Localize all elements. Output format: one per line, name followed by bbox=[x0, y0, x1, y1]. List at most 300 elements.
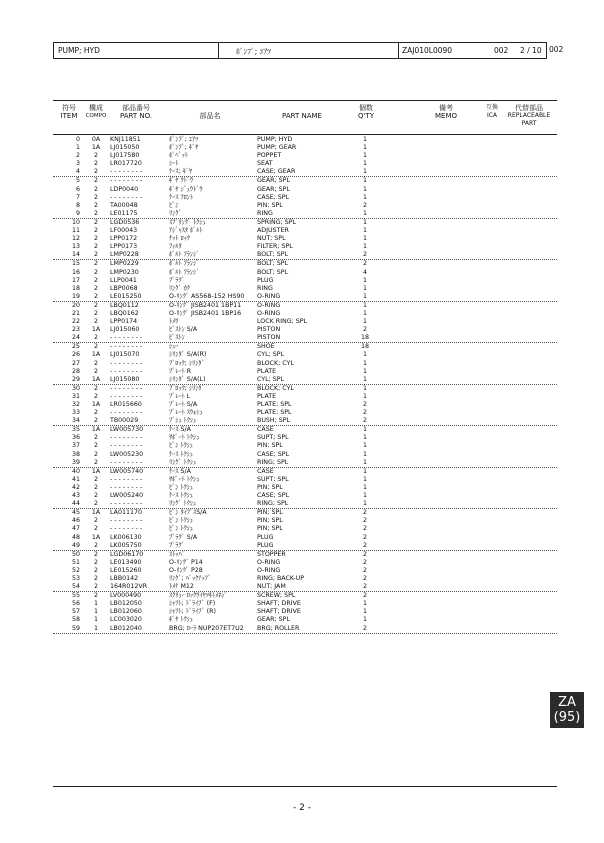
col-item-jp: 符号 bbox=[62, 104, 76, 112]
cell-qty: 1 bbox=[362, 276, 367, 284]
cell-part: TA00048 bbox=[110, 201, 138, 209]
cell-comp: 2 bbox=[93, 152, 98, 160]
cell-part: LK005750 bbox=[110, 541, 142, 549]
col-desc-header: PART NAME bbox=[282, 112, 322, 120]
cell-name: ｷﾞﾔ ｸﾄﾞｳ bbox=[169, 177, 194, 185]
cell-desc: SHOE bbox=[257, 343, 275, 351]
table-row bbox=[53, 442, 557, 450]
cell-comp: 1A bbox=[91, 426, 101, 434]
cell-name: ｼｬﾌﾄ; ﾄﾞﾗｲﾌﾞ (R) bbox=[169, 608, 216, 616]
cell-qty: 1 bbox=[362, 218, 367, 226]
cell-part: LGD06170 bbox=[110, 550, 144, 558]
cell-desc: RING; SPL bbox=[257, 458, 289, 466]
cell-desc: SUPT; SPL bbox=[257, 434, 289, 442]
cell-name: ｹｰｽ; ｷﾞﾔ bbox=[169, 168, 193, 176]
cell-qty: 18 bbox=[360, 334, 369, 342]
cell-part: - - - - - - - - bbox=[110, 359, 143, 367]
cell-desc: PIN; SPL bbox=[257, 525, 283, 533]
table-row bbox=[53, 559, 557, 567]
cell-desc: CASE; SPL bbox=[257, 193, 290, 201]
cell-part: - - - - - - - - bbox=[110, 475, 143, 483]
table-row bbox=[53, 227, 557, 235]
table-row bbox=[53, 451, 557, 459]
cell-name: ﾎﾞﾙﾄ ﾌﾗﾝｼﾞ bbox=[169, 260, 200, 268]
cell-qty: 2 bbox=[362, 566, 367, 574]
cell-comp: 2 bbox=[93, 209, 98, 217]
cell-qty: 2 bbox=[362, 326, 367, 334]
cell-name: ﾌﾟﾚｰﾄ S/A bbox=[169, 401, 198, 408]
header-page: 2 / 10 bbox=[520, 46, 542, 55]
cell-name: ﾌﾟﾗｸﾞ bbox=[169, 276, 185, 284]
cell-part: LJ017580 bbox=[110, 152, 140, 160]
cell-name: ﾌﾞﾛｯｸ; ｼﾘﾝﾀﾞ bbox=[169, 359, 205, 367]
cell-desc: RING bbox=[257, 284, 273, 292]
cell-item: 3 bbox=[75, 160, 80, 168]
table-row bbox=[53, 293, 557, 302]
cell-item: 46 bbox=[71, 517, 80, 525]
col-qty-jp: 個数 bbox=[359, 104, 373, 112]
cell-comp: 2 bbox=[93, 218, 98, 226]
cell-name: ﾋﾟﾝ ﾀｲﾌﾟｽS/A bbox=[169, 509, 207, 517]
cell-qty: 2 bbox=[362, 509, 367, 517]
table-row bbox=[53, 551, 557, 559]
cell-qty: 1 bbox=[362, 492, 367, 500]
cell-name: ﾋﾟﾝ ﾄｸｼｭ bbox=[169, 525, 194, 533]
cell-qty: 2 bbox=[362, 251, 367, 259]
cell-desc: BOLT; SPL bbox=[257, 251, 289, 259]
table-row bbox=[53, 144, 557, 152]
cell-part: LW005230 bbox=[110, 450, 144, 458]
cell-item: 58 bbox=[71, 616, 80, 624]
cell-item: 59 bbox=[71, 624, 80, 632]
cell-name: BRG; ﾛｰﾗ NUP207ET7U2 bbox=[169, 624, 244, 632]
table-row bbox=[53, 277, 557, 285]
cell-part: LW005740 bbox=[110, 467, 144, 475]
cell-desc: CASE; GEAR bbox=[257, 168, 296, 176]
table-row bbox=[53, 326, 557, 334]
cell-desc: POPPET bbox=[257, 152, 282, 160]
col-repl-header bbox=[502, 104, 556, 128]
cell-comp: 2 bbox=[93, 434, 98, 442]
table-row bbox=[53, 600, 557, 608]
cell-item: 40 bbox=[71, 467, 80, 475]
cell-desc: GEAR; SPL bbox=[257, 185, 290, 193]
col-repl-en1: REPLACEABLE bbox=[507, 112, 551, 119]
cell-part: LMP0228 bbox=[110, 251, 139, 259]
cell-desc: SUPT; SPL bbox=[257, 475, 289, 483]
cell-part: LV000490 bbox=[110, 592, 142, 600]
cell-name: O-ﾘﾝｸﾞ P14 bbox=[169, 558, 203, 566]
cell-item: 48 bbox=[71, 533, 80, 541]
cell-name: ﾋﾟﾝ ﾄｸｼｭ bbox=[169, 517, 194, 525]
cell-item: 25 bbox=[71, 343, 80, 351]
header-sub: 002 bbox=[494, 46, 509, 55]
cell-comp: 2 bbox=[93, 185, 98, 193]
cell-part: - - - - - - - - bbox=[110, 517, 143, 525]
cell-desc: BOLT; SPL bbox=[257, 260, 289, 268]
cell-item: 39 bbox=[71, 458, 80, 466]
table-row bbox=[53, 575, 557, 583]
cell-desc: O-RING bbox=[257, 292, 281, 300]
col-repl-en2: PART bbox=[521, 120, 537, 127]
cell-item: 41 bbox=[71, 475, 80, 483]
cell-comp: 2 bbox=[93, 450, 98, 458]
cell-part: LJ015050 bbox=[110, 144, 140, 152]
cell-item: 57 bbox=[71, 608, 80, 616]
cell-name: ｼｬﾌﾄ; ﾄﾞﾗｲﾌﾞ (F) bbox=[169, 600, 216, 608]
cell-part: LJ015060 bbox=[110, 326, 140, 334]
cell-desc: BRG; ROLLER bbox=[257, 624, 300, 632]
cell-part: LE015250 bbox=[110, 292, 142, 300]
cell-desc: O-RING bbox=[257, 566, 281, 574]
cell-desc: GEAR; SPL bbox=[257, 616, 290, 624]
cell-part: - - - - - - - - bbox=[110, 334, 143, 342]
cell-desc: PLATE; SPL bbox=[257, 401, 292, 408]
cell-part: LF00043 bbox=[110, 227, 138, 235]
cell-desc: ADJUSTER bbox=[257, 227, 289, 235]
cell-item: 8 bbox=[75, 201, 80, 209]
cell-part: LJ015080 bbox=[110, 375, 140, 383]
table-row bbox=[53, 608, 557, 616]
cell-item: 56 bbox=[71, 600, 80, 608]
cell-qty: 1 bbox=[362, 351, 367, 359]
table-row bbox=[53, 476, 557, 484]
cell-part: LBB0142 bbox=[110, 574, 139, 582]
cell-item: 26 bbox=[71, 351, 80, 359]
cell-item: 5 bbox=[75, 177, 80, 185]
cell-item: 16 bbox=[71, 268, 80, 276]
cell-name: ｼﾘﾝﾀﾞ S/A(L) bbox=[169, 375, 206, 383]
cell-comp: 2 bbox=[93, 160, 98, 168]
cell-name: O-ﾘﾝｸﾞ JISB2401 1BP11 bbox=[169, 301, 242, 309]
cell-name: ﾎﾞﾙﾄ ﾌﾗﾝｼﾞ bbox=[169, 268, 200, 276]
cell-item: 11 bbox=[71, 227, 80, 235]
cell-comp: 2 bbox=[93, 500, 98, 508]
cell-qty: 2 bbox=[362, 558, 367, 566]
table-row bbox=[53, 368, 557, 376]
cell-item: 1 bbox=[75, 144, 80, 152]
cell-part: LPP0173 bbox=[110, 243, 138, 251]
cell-desc: BOLT; SPL bbox=[257, 268, 289, 276]
cell-qty: 1 bbox=[362, 458, 367, 466]
cell-qty: 1 bbox=[362, 600, 367, 608]
col-item-en: ITEM bbox=[60, 112, 78, 120]
cell-item: 38 bbox=[71, 450, 80, 458]
cell-name: ｽﾄｯﾊﾟ bbox=[169, 550, 185, 558]
table-header-rule bbox=[53, 134, 557, 135]
col-item-header bbox=[56, 104, 82, 120]
cell-comp: 1A bbox=[91, 144, 101, 152]
cell-qty: 1 bbox=[362, 168, 367, 176]
cell-part: LGD0536 bbox=[110, 218, 140, 226]
cell-part: LB012050 bbox=[110, 600, 142, 608]
cell-desc: PISTON bbox=[257, 334, 281, 342]
cell-comp: 2 bbox=[93, 193, 98, 201]
table-row bbox=[53, 625, 557, 634]
cell-item: 42 bbox=[71, 483, 80, 491]
col-ica-header bbox=[484, 104, 500, 120]
cell-name: ﾌﾟﾚｰﾄ R bbox=[169, 367, 192, 375]
cell-qty: 1 bbox=[362, 227, 367, 235]
cell-qty: 1 bbox=[362, 318, 367, 326]
table-row bbox=[53, 186, 557, 194]
cell-comp: 2 bbox=[93, 243, 98, 251]
cell-comp: 1 bbox=[93, 616, 98, 624]
cell-qty: 2 bbox=[362, 517, 367, 525]
cell-comp: 2 bbox=[93, 574, 98, 582]
cell-part: - - - - - - - - bbox=[110, 409, 143, 417]
cell-desc: PISTON bbox=[257, 326, 281, 334]
table-row bbox=[53, 385, 557, 393]
cell-item: 10 bbox=[71, 218, 80, 226]
table-row bbox=[53, 426, 557, 434]
cell-part: LE01175 bbox=[110, 209, 138, 217]
cell-name: ｹｰｽ S/A bbox=[169, 426, 191, 434]
cell-desc: O-RING bbox=[257, 558, 281, 566]
table-row bbox=[53, 583, 557, 592]
cell-comp: 2 bbox=[93, 442, 98, 450]
cell-part: - - - - - - - - bbox=[110, 434, 143, 442]
cell-item: 34 bbox=[71, 417, 80, 425]
cell-name: ﾘﾝｸﾞ ﾄｸｼｭ bbox=[169, 500, 197, 508]
cell-part: LPP0172 bbox=[110, 235, 138, 243]
section-tab-code: ZA bbox=[558, 695, 576, 710]
cell-desc: BUSH; SPL bbox=[257, 417, 291, 425]
cell-part: - - - - - - - - bbox=[110, 442, 143, 450]
table-row bbox=[53, 468, 557, 476]
cell-item: 18 bbox=[71, 284, 80, 292]
cell-qty: 1 bbox=[362, 483, 367, 491]
cell-comp: 2 bbox=[93, 168, 98, 176]
cell-qty: 2 bbox=[362, 592, 367, 600]
table-row bbox=[53, 136, 557, 144]
cell-item: 45 bbox=[71, 509, 80, 517]
cell-comp: 2 bbox=[93, 260, 98, 268]
cell-desc: SHAFT; DRIVE bbox=[257, 608, 301, 616]
cell-item: 15 bbox=[71, 260, 80, 268]
cell-comp: 2 bbox=[93, 550, 98, 558]
cell-comp: 2 bbox=[93, 458, 98, 466]
cell-qty: 2 bbox=[362, 417, 367, 425]
cell-qty: 1 bbox=[362, 442, 367, 450]
col-memo-en: MEMO bbox=[434, 112, 457, 120]
cell-name: ｱｼﾞｬｽﾀ ﾎﾞﾙﾄ bbox=[169, 227, 203, 235]
cell-comp: 2 bbox=[93, 301, 98, 309]
cell-name: O-ﾘﾝｸﾞ P28 bbox=[169, 566, 203, 574]
table-row bbox=[53, 401, 557, 409]
header-divider bbox=[218, 43, 219, 58]
table-row bbox=[53, 409, 557, 417]
cell-desc: LOCK RING; SPL bbox=[257, 318, 308, 326]
cell-name: ﾎﾟﾝﾌﾟ; ｷﾞﾔ bbox=[169, 144, 199, 152]
cell-part: LBQ0112 bbox=[110, 301, 139, 309]
cell-qty: 1 bbox=[362, 367, 367, 375]
cell-name: ｼﾘﾝﾀﾞ S/A(R) bbox=[169, 351, 207, 359]
col-name-header: 部品名 bbox=[199, 112, 221, 120]
cell-desc: O-RING bbox=[257, 309, 281, 317]
cell-comp: 1A bbox=[91, 533, 101, 541]
table-row bbox=[53, 152, 557, 160]
cell-qty: 1 bbox=[362, 152, 367, 160]
cell-qty: 1 bbox=[362, 193, 367, 201]
table-row bbox=[53, 310, 557, 318]
cell-name: ﾌﾟﾗｸﾞ bbox=[169, 541, 185, 549]
cell-item: 35 bbox=[71, 426, 80, 434]
cell-desc: CASE bbox=[257, 467, 274, 475]
table-row bbox=[53, 202, 557, 210]
cell-part: - - - - - - - - bbox=[110, 500, 143, 508]
cell-name: ﾎﾞﾙﾄ ﾌﾗﾝｼﾞ bbox=[169, 251, 200, 259]
cell-comp: 2 bbox=[93, 309, 98, 317]
cell-item: 29 bbox=[71, 375, 80, 383]
cell-part: TB00029 bbox=[110, 417, 139, 425]
cell-name: ﾘﾝｸﾞ ﾄｸｼｭ bbox=[169, 458, 197, 466]
cell-qty: 2 bbox=[362, 541, 367, 549]
cell-item: 43 bbox=[71, 492, 80, 500]
cell-comp: 2 bbox=[93, 227, 98, 235]
cell-part: LMP0230 bbox=[110, 268, 139, 276]
cell-name: ﾋﾟﾝ ﾄｸｼｭ bbox=[169, 442, 194, 450]
cell-comp: 2 bbox=[93, 284, 98, 292]
table-bottom-rule bbox=[53, 786, 557, 787]
table-row bbox=[53, 542, 557, 551]
cell-desc: CYL; SPL bbox=[257, 375, 285, 383]
cell-part: LJ015070 bbox=[110, 351, 140, 359]
cell-desc: CYL; SPL bbox=[257, 351, 285, 359]
header-model-kana: ﾎﾟﾝﾌﾟ; ﾕｱﾂ bbox=[236, 47, 271, 56]
cell-qty: 1 bbox=[362, 284, 367, 292]
cell-comp: 2 bbox=[93, 392, 98, 400]
cell-name: ｹｰｽ ﾄｸｼｭ bbox=[169, 450, 194, 458]
cell-name: ﾎﾟﾝﾌﾟ; ﾕｱﾂ bbox=[169, 136, 199, 143]
cell-item: 20 bbox=[71, 301, 80, 309]
cell-name: ﾄﾒﾅ M12 bbox=[169, 583, 194, 591]
cell-name: ｼｭｰ bbox=[169, 343, 179, 351]
cell-qty: 1 bbox=[362, 500, 367, 508]
cell-name: ﾌｨﾙﾀ bbox=[169, 243, 182, 251]
table-row bbox=[53, 492, 557, 500]
cell-qty: 2 bbox=[362, 409, 367, 417]
cell-item: 4 bbox=[75, 168, 80, 176]
cell-desc: CASE bbox=[257, 426, 274, 434]
cell-comp: 2 bbox=[93, 384, 98, 392]
table-row bbox=[53, 534, 557, 542]
cell-name: ｹｰｽ ﾄｸｼｭ bbox=[169, 492, 194, 500]
cell-item: 54 bbox=[71, 583, 80, 591]
cell-part: LB012060 bbox=[110, 608, 142, 616]
cell-comp: 2 bbox=[93, 292, 98, 300]
table-row bbox=[53, 393, 557, 401]
table-row bbox=[53, 484, 557, 492]
cell-comp: 2 bbox=[93, 566, 98, 574]
cell-item: 22 bbox=[71, 318, 80, 326]
cell-qty: 1 bbox=[362, 608, 367, 616]
table-row bbox=[53, 318, 557, 326]
cell-comp: 2 bbox=[93, 276, 98, 284]
cell-part: LR015660 bbox=[110, 401, 142, 408]
cell-comp: 2 bbox=[93, 268, 98, 276]
cell-item: 13 bbox=[71, 243, 80, 251]
cell-desc: GEAR; SPL bbox=[257, 177, 290, 185]
cell-desc: FILTER; SPL bbox=[257, 243, 293, 251]
cell-part: - - - - - - - - bbox=[110, 392, 143, 400]
cell-name: ｷﾞﾔ ｼﾞｭｳﾄﾞｳ bbox=[169, 185, 203, 193]
cell-desc: PIN; SPL bbox=[257, 483, 283, 491]
cell-item: 0 bbox=[75, 136, 80, 143]
table-row bbox=[53, 459, 557, 468]
table-row bbox=[53, 235, 557, 243]
cell-item: 50 bbox=[71, 550, 80, 558]
page-number: - 2 - bbox=[293, 803, 311, 813]
cell-part: LMP0229 bbox=[110, 260, 139, 268]
cell-comp: 2 bbox=[93, 492, 98, 500]
cell-comp: 2 bbox=[93, 367, 98, 375]
cell-part: LR017720 bbox=[110, 160, 142, 168]
cell-qty: 1 bbox=[362, 235, 367, 243]
cell-desc: PIN; SPL bbox=[257, 509, 283, 517]
cell-part: - - - - - - - - bbox=[110, 343, 143, 351]
table-row bbox=[53, 376, 557, 385]
cell-part: 164R012VR bbox=[110, 583, 148, 591]
cell-comp: 1A bbox=[91, 467, 101, 475]
cell-comp: 2 bbox=[93, 409, 98, 417]
cell-part: LE015260 bbox=[110, 566, 142, 574]
table-row bbox=[53, 260, 557, 268]
cell-comp: 2 bbox=[93, 201, 98, 209]
cell-comp: 1A bbox=[91, 509, 101, 517]
cell-comp: 2 bbox=[93, 251, 98, 259]
cell-desc: O-RING bbox=[257, 301, 281, 309]
cell-qty: 2 bbox=[362, 401, 367, 408]
table-row bbox=[53, 243, 557, 251]
cell-item: 32 bbox=[71, 401, 80, 408]
table-row bbox=[53, 351, 557, 359]
table-row bbox=[53, 269, 557, 277]
cell-name: ﾌﾟﾚｰﾄ ｽｳｫｼｭ bbox=[169, 409, 203, 417]
cell-part: - - - - - - - - bbox=[110, 367, 143, 375]
table-row bbox=[53, 592, 557, 600]
cell-part: - - - - - - - - bbox=[110, 177, 143, 185]
col-comp-en: COMPO bbox=[85, 113, 107, 119]
cell-name: ﾋﾟﾝ bbox=[169, 201, 179, 209]
cell-qty: 1 bbox=[362, 243, 367, 251]
cell-item: 12 bbox=[71, 235, 80, 243]
cell-item: 7 bbox=[75, 193, 80, 201]
cell-qty: 1 bbox=[362, 185, 367, 193]
cell-desc: PLATE; SPL bbox=[257, 409, 292, 417]
cell-part: LC003020 bbox=[110, 616, 142, 624]
cell-desc: PIN; SPL bbox=[257, 442, 283, 450]
cell-desc: RING bbox=[257, 209, 273, 217]
cell-qty: 1 bbox=[362, 434, 367, 442]
cell-desc: PUMP; GEAR bbox=[257, 144, 297, 152]
table-row bbox=[53, 219, 557, 227]
cell-item: 55 bbox=[71, 592, 80, 600]
cell-comp: 2 bbox=[93, 592, 98, 600]
cell-qty: 18 bbox=[360, 343, 369, 351]
table-row bbox=[53, 360, 557, 368]
cell-item: 47 bbox=[71, 525, 80, 533]
cell-desc: CASE; SPL bbox=[257, 450, 290, 458]
cell-part: - - - - - - - - bbox=[110, 483, 143, 491]
cell-qty: 4 bbox=[362, 268, 367, 276]
cell-qty: 1 bbox=[362, 136, 367, 143]
table-row bbox=[53, 194, 557, 202]
cell-item: 28 bbox=[71, 367, 80, 375]
parts-table-body bbox=[53, 136, 557, 634]
cell-name: ﾄﾒﾜ bbox=[169, 318, 179, 326]
cell-desc: PLUG bbox=[257, 276, 274, 284]
